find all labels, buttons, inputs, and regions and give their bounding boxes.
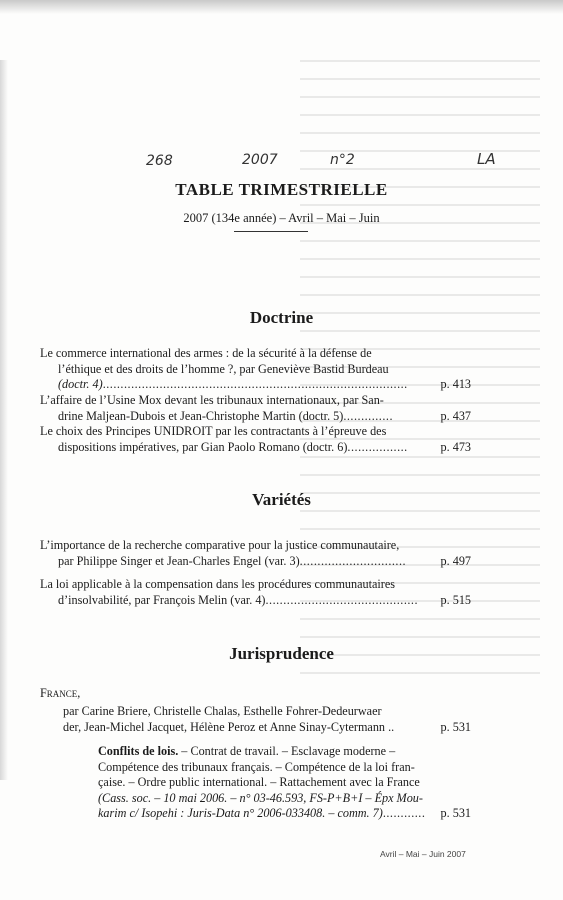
section-heading-doctrine: Doctrine bbox=[249, 308, 314, 327]
page-number: p. 531 bbox=[440, 719, 471, 734]
page-number: p. 515 bbox=[440, 592, 471, 607]
leader-dots: ........................................... bbox=[265, 592, 418, 607]
entry-line: l’éthique et des droits de l’homme ?, par Geneviève Bastid Burdeau bbox=[58, 361, 389, 376]
entry-line: karim c/ Isopehi : Juris-Data n° 2006-033408. – comm. 7) bbox=[98, 806, 383, 820]
entry-line: Le choix des Principes UNIDROIT par les contractants à l’épreuve des bbox=[40, 424, 387, 438]
entry-line: L’importance de la recherche comparative pour la justice communautaire, bbox=[40, 538, 400, 552]
page-title: TABLE TRIMESTRIELLE bbox=[175, 180, 388, 199]
page-number: p. 473 bbox=[440, 439, 471, 454]
toc-entry[interactable] bbox=[40, 393, 471, 424]
case-heading: Conflits de lois. bbox=[98, 744, 179, 758]
leader-dots: ...................................................................................... bbox=[102, 377, 408, 391]
entry-line: d’insolvabilité, par François Melin (var. 4) bbox=[58, 592, 266, 607]
toc-entry[interactable] bbox=[40, 704, 471, 735]
page-footer: Avril – Mai – Juin 2007 bbox=[380, 849, 466, 859]
entry-line: (Cass. soc. – 10 mai 2006. – n° 03-46.593, FS-P+B+I – Épx Mou- bbox=[98, 790, 423, 805]
entry-line: La loi applicable à la compensation dans les procédures communautaires bbox=[40, 577, 396, 591]
entry-ref: (doctr. 4) bbox=[58, 377, 103, 391]
toc-entry[interactable] bbox=[40, 424, 471, 455]
leader-dots: ................. bbox=[347, 439, 408, 454]
page-number: p. 437 bbox=[440, 408, 471, 423]
section-heading-jurisprudence: Jurisprudence bbox=[229, 644, 334, 663]
authors-line: par Carine Briere, Christelle Chalas, Esthelle Fohrer-Dedeurwaer bbox=[63, 704, 382, 718]
scan-left-shadow bbox=[0, 60, 8, 780]
entry-line: L’affaire de l’Usine Mox devant les tribunaux internationaux, par San- bbox=[40, 393, 384, 407]
toc-entry[interactable] bbox=[40, 744, 471, 822]
country-label: France, bbox=[40, 686, 81, 700]
toc-entry[interactable] bbox=[40, 577, 471, 608]
entry-line: Le commerce international des armes : de la sécurité à la défense de bbox=[40, 346, 372, 360]
handwritten-corner-note: LA bbox=[477, 150, 496, 168]
toc-entry[interactable] bbox=[40, 538, 471, 569]
leader-dots: .............. bbox=[343, 408, 393, 423]
entry-line: par Philippe Singer et Jean-Charles Engel (var. 3) bbox=[58, 553, 300, 568]
page-number: p. 531 bbox=[440, 806, 471, 820]
entry-line: drine Maljean-Dubois et Jean-Christophe Martin (doctr. 5) bbox=[58, 408, 344, 423]
leader-dots: .............................. bbox=[299, 553, 407, 568]
page-number: p. 413 bbox=[440, 377, 471, 391]
toc-entry[interactable] bbox=[40, 346, 471, 393]
entry-line: Compétence des tribunaux français. – Compétence de la loi fran- bbox=[98, 759, 415, 774]
scan-top-shadow bbox=[0, 0, 563, 14]
page-subtitle: 2007 (134e année) – Avril – Mai – Juin bbox=[183, 211, 380, 225]
leader-dots: ............ bbox=[382, 806, 426, 820]
handwritten-ref-number: n°2 bbox=[330, 152, 355, 168]
authors-line: der, Jean-Michel Jacquet, Hélène Peroz et Anne Sinay-Cytermann .. bbox=[63, 719, 395, 734]
entry-line: dispositions impératives, par Gian Paolo Romano (doctr. 6) bbox=[58, 439, 348, 454]
handwritten-ref-left: 268 bbox=[146, 153, 173, 169]
jurisprudence-block bbox=[40, 686, 471, 702]
entry-line: çaise. – Ordre public international. – Rattachement avec la France bbox=[98, 775, 420, 789]
handwritten-ref-year: 2007 bbox=[242, 152, 278, 168]
section-heading-varietes: Variétés bbox=[252, 490, 311, 509]
entry-line: – Contrat de travail. – Esclavage moderne – bbox=[178, 744, 396, 758]
page-number: p. 497 bbox=[440, 553, 471, 568]
title-rule bbox=[234, 231, 308, 232]
